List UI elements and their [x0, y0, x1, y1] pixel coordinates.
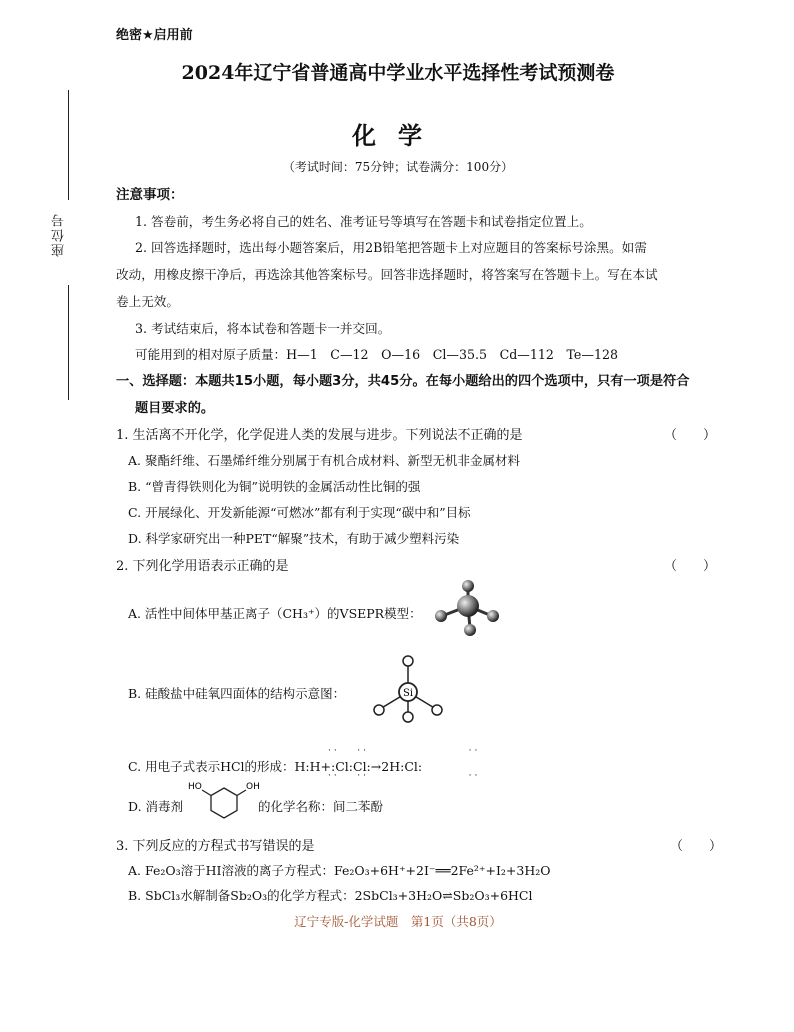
question-1-option-c: C. 开展绿化、开发新能源“可燃冰”都有利于实现“碳中和”目标	[128, 505, 471, 520]
exam-info: （考试时间：75分钟；试卷满分：100分）	[282, 160, 514, 174]
seat-number-label: 座位号	[52, 212, 67, 257]
question-1-option-a: A. 聚酯纤维、石墨烯纤维分别属于有机合成材料、新型无机非金属材料	[128, 453, 520, 468]
page-footer: 辽宁专版-化学试题 第1页（共8页）	[294, 914, 502, 929]
question-2-option-b: B. 硅酸盐中硅氧四面体的结构示意图：	[128, 686, 346, 701]
resorcinol-structure-icon	[184, 780, 264, 820]
methyl-cation-ball-model-icon	[430, 578, 510, 638]
question-2-option-a: A. 活性中间体甲基正离子（CH₃⁺）的VSEPR模型：	[128, 606, 422, 621]
hydroxyl-right-label: OH	[246, 782, 260, 792]
binding-line-top	[68, 90, 69, 200]
question-2-option-c: C. 用电子式表示HCl的形成：H:H+:Cl:Cl:→2H:Cl:	[128, 759, 423, 774]
section-heading-line-2: 题目要求的。	[135, 401, 215, 416]
section-heading-line-1: 一、选择题：本题共15小题，每小题3分，共45分。在每小题给出的四个选项中，只有一项是符合	[116, 374, 690, 389]
notice-item-2-line-2: 改动，用橡皮擦干净后，再选涂其他答案标号。回答非选择题时，将答案写在答题卡上。写在本试	[116, 267, 658, 282]
question-3-option-b: B. SbCl₃水解制备Sb₂O₃的化学方程式：2SbCl₃+3H₂O⇌Sb₂O₃+6HCl	[128, 888, 533, 903]
exam-title: 2024年辽宁省普通高中学业水平选择性考试预测卷	[181, 62, 615, 84]
binding-line-bottom	[68, 285, 69, 400]
question-1-option-b: B. “曾青得铁则化为铜”说明铁的金属活动性比铜的强	[128, 479, 421, 494]
atomic-masses: 可能用到的相对原子质量：H—1 C—12 O—16 Cl—35.5 Cd—112 Te—128	[135, 347, 619, 362]
notice-item-3: 3. 考试结束后，将本试卷和答题卡一并交回。	[135, 321, 391, 336]
notice-item-1: 1. 答卷前，考生务必将自己的姓名、准考证号等填写在答题卡和试卷指定位置上。	[135, 214, 592, 229]
silicon-oxygen-tetrahedron-icon	[368, 652, 448, 724]
silicon-label: Si	[402, 688, 414, 699]
notice-item-2-line-1: 2. 回答选择题时，选出每小题答案后，用2B铅笔把答题卡上对应题目的答案标号涂黑。如需	[135, 240, 647, 255]
notice-item-2-line-3: 卷上无效。	[116, 294, 179, 309]
question-3-stem: 3. 下列反应的方程式书写错误的是	[116, 839, 315, 854]
question-2-stem: 2. 下列化学用语表示正确的是	[116, 559, 289, 574]
lone-pair-dots-bottom: ·· ·· ··	[328, 771, 481, 781]
question-1-answer-bracket: （ ）	[664, 428, 717, 443]
question-3-option-a: A. Fe₂O₃溶于HI溶液的离子方程式：Fe₂O₃+6H⁺+2I⁻══2Fe²⁺+I₂+3H₂O	[128, 863, 551, 878]
confidential-mark: 绝密★启用前	[116, 28, 193, 43]
hydroxyl-left-label: HO	[188, 782, 202, 792]
question-1-option-d: D. 科学家研究出一种PET“解聚”技术，有助于减少塑料污染	[128, 531, 460, 546]
subject-title: 化学	[352, 121, 444, 150]
question-1-stem: 1. 生活离不开化学，化学促进人类的发展与进步。下列说法不正确的是	[116, 428, 523, 443]
notice-title: 注意事项：	[116, 187, 184, 203]
question-3-answer-bracket: （ ）	[670, 839, 723, 854]
question-2-answer-bracket: （ ）	[664, 559, 717, 574]
lone-pair-dots-top: ·· ·· ··	[328, 746, 481, 756]
question-2-option-d: D. 消毒剂 的化学名称：间二苯酚	[128, 799, 384, 814]
